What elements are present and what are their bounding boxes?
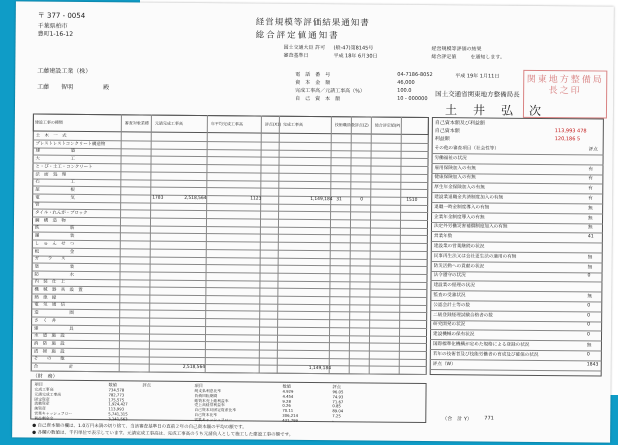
- finance-item: 利益剰余金: [34, 415, 54, 421]
- right-row-label: 民事再生法又は会社更生法の適用の有無: [433, 253, 517, 260]
- equity-row-value: 113,993 478: [554, 128, 587, 135]
- main-row-name: 管: [35, 202, 40, 208]
- main-row-name: そ の 他: [33, 356, 65, 363]
- issuer-name: 土 井 弘 次: [444, 103, 544, 119]
- right-row-value: 0: [587, 332, 590, 338]
- finance-value: 3,141,563: [108, 416, 128, 422]
- right-row-label: 公認会計士等の数: [433, 302, 471, 309]
- main-row-name: 塗 装: [34, 264, 75, 270]
- finance-item: 営業キャッシュフロー: [194, 416, 233, 423]
- right-row-label: 建設業退職金共済制度加入の有無: [434, 195, 504, 201]
- intro-line-3: を通知します。: [470, 54, 506, 61]
- finance-score: 96.05: [332, 389, 344, 395]
- finance-item: 元請完成工事高: [34, 391, 62, 397]
- main-row-name: 電 気: [35, 195, 75, 201]
- postal-code: 〒 377 - 0054: [37, 11, 86, 21]
- right-row-label: 評点（W）: [432, 361, 456, 367]
- total-y-label: （合 計 Y）: [442, 416, 472, 423]
- finance-item: 負債回転期間: [194, 392, 218, 398]
- finance-value: 1,924,427: [108, 401, 128, 407]
- main-row-value: 2,518,564: [184, 195, 207, 201]
- info-value-2: 平成 18年 6月30日: [333, 53, 378, 60]
- right-row-value: 有: [588, 166, 594, 173]
- main-row-name: 電 気 通 信: [34, 302, 66, 309]
- finance-value: 4.929: [282, 388, 294, 394]
- main-row-name: 鋼 構 造 物: [34, 218, 66, 224]
- info-value-1: (般-47)第8145号: [333, 45, 374, 52]
- main-row-name: 建 築: [35, 148, 76, 155]
- finance-value: 9.28: [282, 398, 291, 404]
- main-row-name: 清 掃 施 設: [33, 349, 65, 355]
- equity-row-label: 自己資本額: [434, 128, 460, 135]
- right-row-label: 若年の技術者及び技能労働者の育成及び確保の状況: [432, 351, 539, 358]
- finance-score: 0.85: [332, 403, 341, 409]
- issuer-organization: 国土交通省関東地方整備局長: [435, 90, 520, 99]
- finance-header-cell: 評点: [142, 382, 151, 388]
- equity-label: 自 己 資 本 額: [295, 95, 341, 103]
- main-row-name: タイル・れんが・ブロック: [35, 210, 88, 217]
- intro-line-2: 総合評定値: [431, 54, 457, 61]
- finance-value: 5,741,315: [108, 411, 128, 417]
- note-2: ● 各欄の数値は、千円単位で表示しています。元請完成工事高は、完成工事高のうち元請負人として施工した建設工事の額です。: [32, 430, 294, 438]
- finance-value: 782,773: [108, 392, 125, 398]
- right-row-value: 有: [588, 196, 593, 202]
- finance-item: 純支払利息比率: [194, 387, 222, 394]
- main-row-value: 1123: [250, 196, 262, 202]
- right-row-value: 0: [587, 273, 591, 279]
- finance-header-cell: 項目: [34, 381, 43, 387]
- right-row-value: 無: [587, 225, 593, 231]
- finance-value: 113,993: [108, 406, 125, 412]
- finance-item: 総資本売上総利益率: [194, 397, 229, 403]
- main-row-name: 石 工: [35, 179, 75, 186]
- main-row-name: 建 具: [34, 326, 74, 332]
- main-row-name: 水 道 施 設: [33, 333, 65, 340]
- right-row-value: 無: [588, 215, 593, 222]
- main-row-name: さ く 井: [34, 318, 57, 324]
- right-row-label: 企業年金制度導入の有無: [434, 214, 485, 221]
- main-row-value: 31: [336, 196, 342, 202]
- main-row-name: 熱 絶 縁: [34, 295, 57, 301]
- finance-value: 4.454: [282, 393, 294, 399]
- finance-score: 89.04: [332, 408, 344, 414]
- right-row-value: 0: [586, 352, 590, 358]
- right-row-label: 労働福祉の状況: [434, 155, 467, 162]
- main-row-name: 屋 根: [35, 187, 75, 193]
- document-title-1: 経営規模等評価結果通知書: [255, 17, 370, 29]
- right-row-label: 法令遵守の状況: [433, 273, 466, 279]
- right-row-value: 有: [588, 176, 594, 182]
- finance-item: 純資産: [34, 405, 46, 411]
- right-row-label: 営業年数: [433, 234, 453, 240]
- finance-value: 431,799: [282, 417, 298, 423]
- right-row-label: 建設業の経理の状況: [433, 283, 475, 289]
- finance-item: 営業キャッシュフロー: [34, 410, 73, 416]
- issue-date: 平成 19年 1月11日: [455, 73, 500, 80]
- main-row-name: 造 園: [34, 310, 74, 317]
- equity-value: 10 - 000000: [397, 95, 428, 102]
- finance-score: 7.25: [332, 413, 341, 419]
- finance-value: 70.11: [282, 407, 294, 414]
- finance-score: 71.67: [332, 398, 344, 404]
- finance-item: 完成工事高: [34, 386, 54, 392]
- main-header-cell: 元請完成工事高: [154, 120, 183, 126]
- finance-item: 自己資本比率: [194, 411, 218, 418]
- info-label-2: 審査基準日: [283, 52, 309, 59]
- right-row-value: 0: [587, 303, 591, 309]
- capital-label: 資 本 金 額: [295, 79, 331, 87]
- right-row-value: 無: [587, 294, 592, 300]
- right-row-label: 二級登録経理試験合格者の数: [433, 312, 493, 319]
- notice-document: [12, 1, 614, 442]
- right-row-value: 無: [588, 206, 593, 212]
- right-row-value: 0: [587, 322, 591, 328]
- main-row-value: 1,149,184: [310, 196, 333, 202]
- finance-header-cell: 評点: [332, 384, 341, 390]
- finance-item: 自己資本対固定資産比率: [194, 407, 237, 413]
- right-row-value: 評点: [588, 147, 598, 153]
- finance-item: 固定資産: [34, 396, 50, 402]
- capital-value: 46,000: [397, 79, 415, 86]
- finance-item: 流動資産: [34, 400, 50, 407]
- main-row-name: 機 械 器 具 設 置: [34, 287, 83, 293]
- finance-value: 734,578: [108, 387, 125, 393]
- main-row-name: 土 木 一 式: [35, 133, 67, 139]
- right-row-value: 1843: [586, 361, 599, 368]
- ratio-label: 完成工事高／元請工事高（%）: [295, 87, 365, 95]
- main-row-name: 防 水: [34, 272, 75, 278]
- official-seal: 関東地方整備局長之印: [523, 70, 607, 119]
- company-name: 工藤建設工業（株）: [37, 67, 92, 76]
- intro-line-1: 経営規模等評価の結果: [431, 46, 482, 53]
- finance-value: 0.26: [282, 403, 291, 409]
- main-row-value: 1,149,184: [308, 365, 332, 372]
- phone-value: 04-7186-8052: [397, 71, 433, 79]
- right-row-label: 雇用保険加入の有無: [434, 165, 476, 172]
- main-header-cell: 建設工事の種類: [34, 119, 63, 125]
- main-row-name: 内 装 仕 上: [34, 279, 66, 286]
- main-row-value: 0: [360, 197, 364, 203]
- representative-role: 工藤: [37, 83, 50, 91]
- finance-value: 175,575: [108, 396, 125, 402]
- ratio-value: 100.0: [397, 87, 412, 94]
- main-row-name: 鉄 筋: [34, 225, 75, 232]
- finance-score: 74.93: [332, 393, 344, 400]
- representative-name: 智明: [61, 83, 74, 91]
- right-row-label: 健康保険加入の有無: [434, 175, 476, 181]
- main-row-name: 大 工: [35, 156, 76, 163]
- phone-label: 電 話 番 号: [295, 71, 331, 79]
- main-row-value: 1510: [406, 197, 418, 203]
- right-row-value: 無: [587, 264, 593, 271]
- right-row-value: 無: [586, 343, 592, 349]
- finance-section-title: （財 務）: [32, 373, 58, 380]
- right-row-label: 国際標準化機構が定めた規格による登録の状況: [432, 342, 530, 348]
- main-header-cell: 審査対象業種: [124, 120, 149, 126]
- main-header-cell: 技術職員数: [334, 122, 355, 128]
- finance-item: 売上高経常利益率: [194, 402, 225, 408]
- finance-header-cell: 項目: [194, 382, 203, 389]
- right-row-label: その他の審査項目（社会性等）: [434, 146, 499, 152]
- main-row-name: プレストレストコンクリート構造物: [35, 141, 106, 147]
- main-row-name: 法 面 処 理: [35, 172, 67, 178]
- right-row-label: 防災活動への貢献の状況: [433, 263, 485, 270]
- main-header-cell: 評点(Z): [354, 122, 369, 128]
- right-row-label: 退職一時金制度導入の有無: [434, 204, 490, 211]
- info-label-1: 国土交通大臣 許可: [283, 44, 326, 52]
- address-line-1: 千葉県柏市: [37, 22, 68, 30]
- main-row-name: 消 防 施 設: [33, 341, 65, 347]
- main-row-value: 1783: [152, 195, 164, 201]
- main-header-cell: 年平均完成工事高: [210, 121, 243, 127]
- main-header-cell: 完成工事高: [282, 121, 303, 127]
- main-header-cell: 総合評定値(P): [374, 122, 401, 128]
- address-line-2: 豊町1-16-12: [37, 30, 74, 38]
- main-row-name: ガ ラ ス: [34, 256, 66, 263]
- profit-row-value: 120,186 5: [554, 136, 581, 143]
- main-row-name: 合 計: [33, 364, 74, 370]
- total-y-value: 771: [484, 415, 494, 422]
- right-row-label: 建設業の営業継続の状況: [433, 244, 485, 250]
- document-title-2: 総合評定値通知書: [255, 30, 340, 42]
- main-row-value: 2,518,564: [182, 364, 206, 371]
- main-row-name: し ゅ ん せ つ: [34, 241, 75, 247]
- right-row-value: 0: [587, 312, 591, 319]
- finance-value: 306,214: [282, 412, 299, 418]
- honorific: 殿: [103, 84, 110, 92]
- note-1: ● 自己資本額の欄は、1.0万円未満の切り捨て、当該審査基準日の直前２年の自己資本額の平均の額です。: [32, 423, 247, 431]
- finance-header-cell: 数値: [108, 382, 117, 388]
- right-row-label: 監査の受審状況: [433, 293, 466, 299]
- right-row-label: 法定外労働災害補償制度加入の有無: [433, 224, 508, 231]
- main-row-name: 板 金: [34, 249, 75, 255]
- finance-score: -: [332, 417, 334, 423]
- main-header-cell: 評点(X1): [264, 121, 282, 127]
- main-row-name: と・び・土工・コンクリート: [35, 164, 93, 170]
- profit-row-label: 利益額: [434, 136, 450, 143]
- right-row-value: 有: [588, 186, 593, 192]
- finance-header-cell: 数値: [282, 383, 291, 389]
- right-row-value: 41: [587, 234, 594, 240]
- right-row-label: 厚生年金保険加入の有無: [434, 185, 485, 191]
- right-row-label: 研究開発の状況: [433, 322, 466, 328]
- right-row-value: 無: [587, 255, 593, 261]
- right-row-label: 建設機械の保有状況: [432, 332, 475, 338]
- right-panel-title: 自己資本額及び利益額: [434, 120, 485, 127]
- main-row-name: 舗 装: [34, 233, 75, 240]
